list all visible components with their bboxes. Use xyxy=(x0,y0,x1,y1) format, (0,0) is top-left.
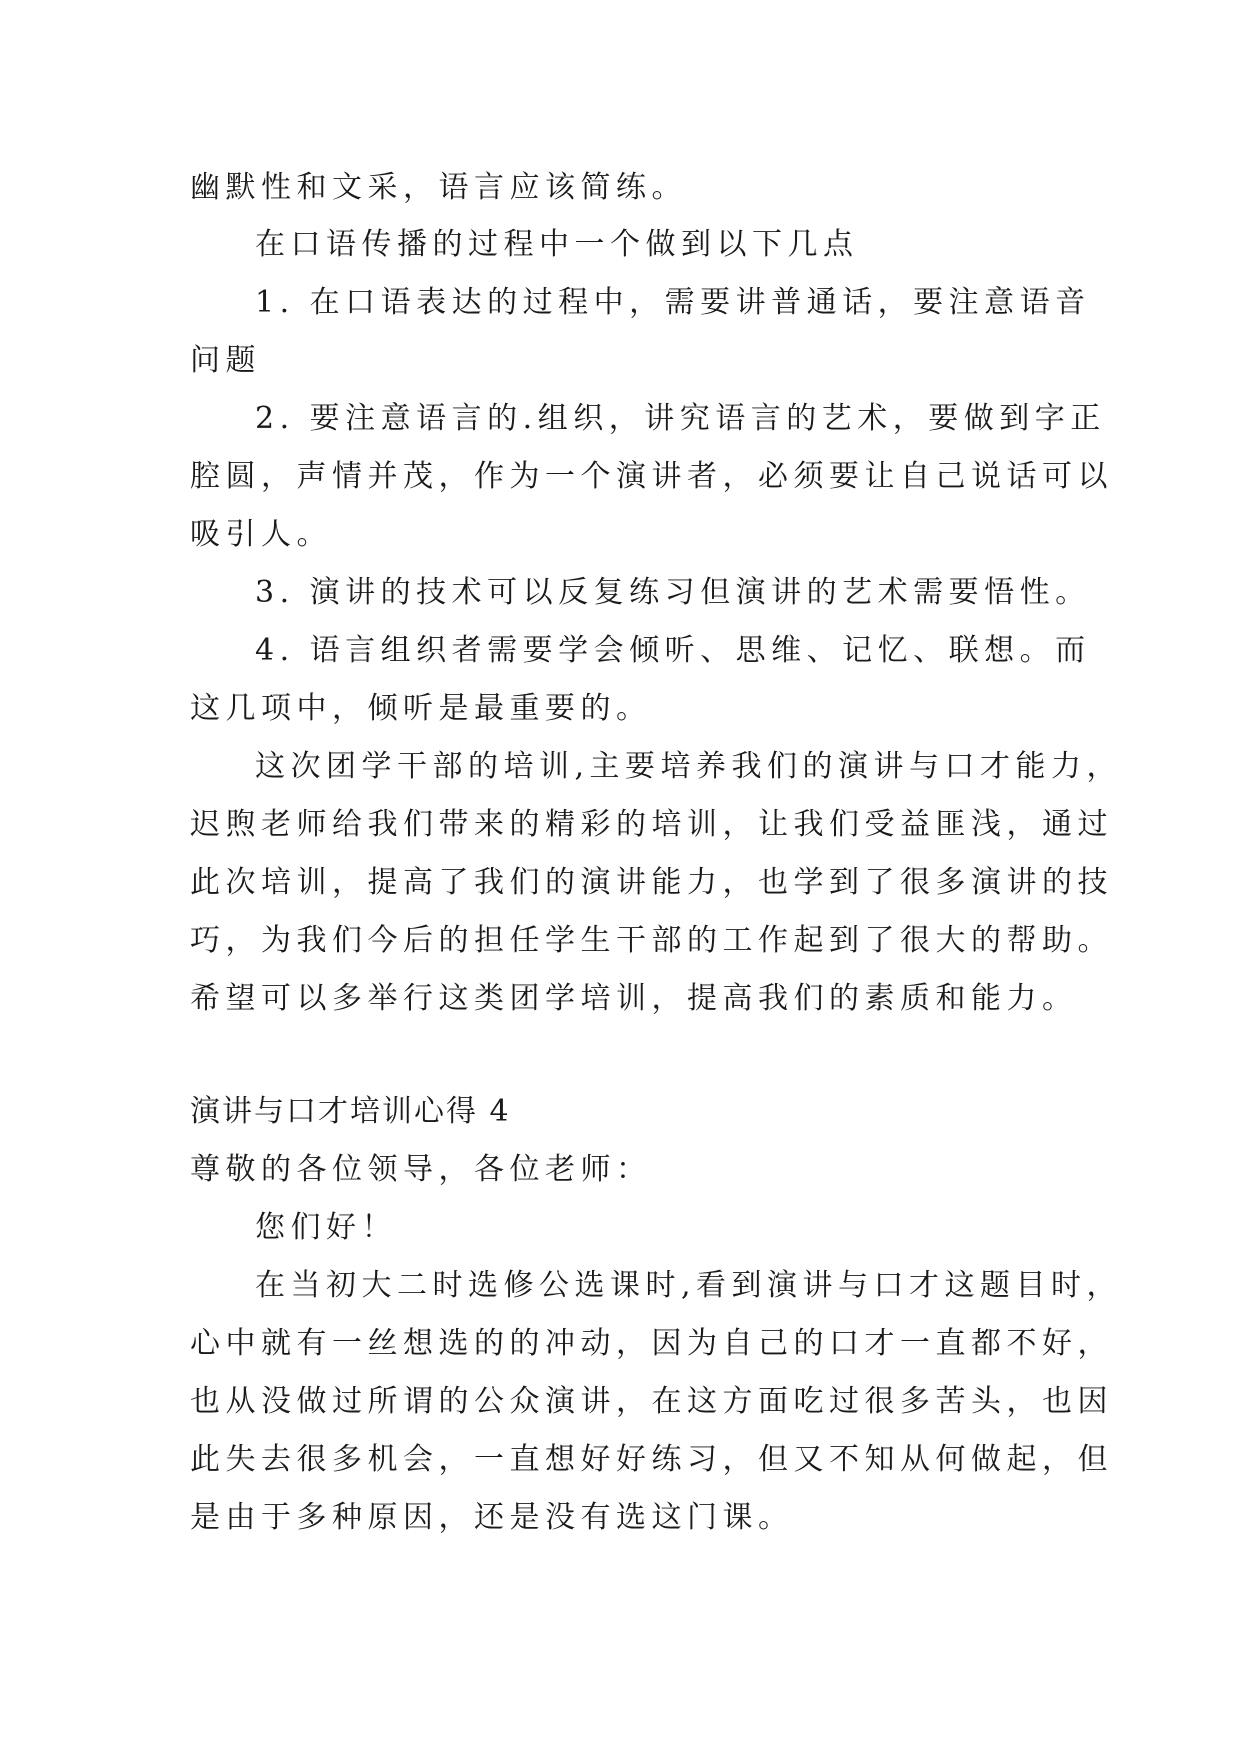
body-text-line: 希望可以多举行这类团学培训，提高我们的素质和能力。 xyxy=(190,981,1078,1016)
body-text-line: 巧，为我们今后的担任学生干部的工作起到了很大的帮助。 xyxy=(190,923,1113,958)
list-item-1-line: 1. 在口语表达的过程中，需要讲普通话，要注意语音 xyxy=(255,285,1091,320)
list-item-2-line: 2. 要注意语言的.组织，讲究语言的艺术，要做到字正 xyxy=(255,401,1106,436)
list-item-2-line: 腔圆，声情并茂，作为一个演讲者，必须要让自己说话可以 xyxy=(190,459,1113,494)
body-text-line: 迟煦老师给我们带来的精彩的培训，让我们受益匪浅，通过 xyxy=(190,807,1113,842)
body-text-line: 此次培训，提高了我们的演讲能力，也学到了很多演讲的技 xyxy=(190,865,1113,900)
list-item-4-line: 4. 语言组织者需要学会倾听、思维、记忆、联想。而 xyxy=(255,633,1091,668)
salutation: 尊敬的各位领导，各位老师： xyxy=(190,1152,652,1187)
body-text-line: 这次团学干部的培训,主要培养我们的演讲与口才能力， xyxy=(255,749,1123,784)
greeting: 您们好！ xyxy=(255,1210,397,1245)
list-item-2-line: 吸引人。 xyxy=(190,517,332,552)
body-text-line: 也从没做过所谓的公众演讲，在这方面吃过很多苦头，也因 xyxy=(190,1384,1113,1419)
list-item-3-line: 3. 演讲的技术可以反复练习但演讲的艺术需要悟性。 xyxy=(255,575,1091,610)
body-text-line: 心中就有一丝想选的的冲动，因为自己的口才一直都不好， xyxy=(190,1326,1113,1361)
list-item-4-line: 这几项中，倾听是最重要的。 xyxy=(190,691,652,726)
body-text-line: 幽默性和文采，语言应该简练。 xyxy=(190,170,687,205)
list-item-1-line: 问题 xyxy=(190,343,261,378)
section-heading: 演讲与口才培训心得 4 xyxy=(190,1094,511,1129)
body-text-line: 在当初大二时选修公选课时,看到演讲与口才这题目时， xyxy=(255,1268,1123,1303)
body-text-line: 是由于多种原因，还是没有选这门课。 xyxy=(190,1500,794,1535)
body-text-line: 在口语传播的过程中一个做到以下几点 xyxy=(255,227,859,262)
body-text-line: 此失去很多机会，一直想好好练习，但又不知从何做起，但 xyxy=(190,1442,1113,1477)
